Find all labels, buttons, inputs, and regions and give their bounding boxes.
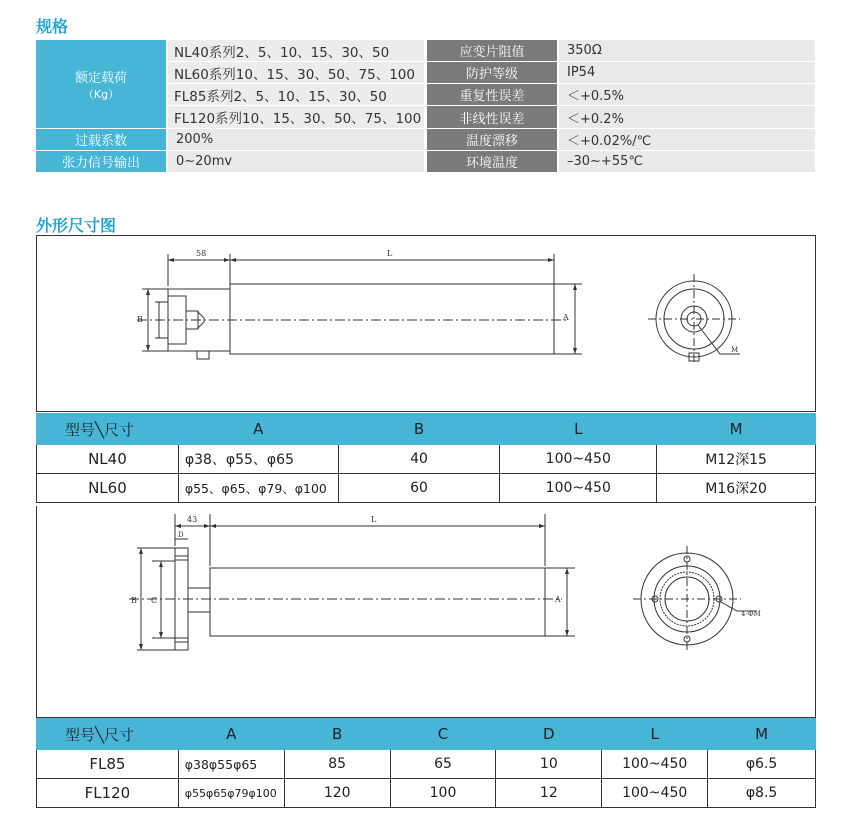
- load-row-fl120: FL120系列10、15、30、50、75、100: [168, 106, 424, 128]
- output-value: 0~20mv: [168, 151, 424, 172]
- model-cell: FL120: [37, 779, 179, 808]
- load-row-nl60: NL60系列10、15、30、50、75、100: [168, 62, 424, 83]
- m-cell: φ6.5: [708, 750, 816, 779]
- header-m: M: [708, 719, 816, 750]
- b-cell: 120: [284, 779, 390, 808]
- d-cell: 10: [496, 750, 602, 779]
- header-c: C: [390, 719, 496, 750]
- drawing-frame-nl: [36, 235, 816, 412]
- repeatability-label: 重复性误差: [427, 84, 557, 105]
- fl-drawing: [37, 506, 815, 716]
- header-b: B: [284, 719, 390, 750]
- a-cell: φ38、φ55、φ65: [178, 445, 338, 474]
- header-l: L: [500, 414, 657, 445]
- header-a: A: [178, 719, 284, 750]
- dims-heading: 外形尺寸图: [36, 216, 117, 235]
- table-row: [37, 474, 816, 503]
- temp-drift-label: 温度漂移: [427, 129, 557, 150]
- nl-dimension-table: [36, 413, 816, 503]
- c-cell: 65: [390, 750, 496, 779]
- dim-m-label: M: [731, 346, 739, 354]
- model-cell: NL40: [37, 445, 179, 474]
- ambient-temp-value: –30~+55℃: [559, 151, 815, 172]
- m-cell: M12深15: [657, 445, 816, 474]
- dim-l-label: L: [387, 249, 393, 258]
- dim-a-label: A: [563, 313, 569, 322]
- repeatability-value: ＜+0.5%: [559, 84, 815, 105]
- dim-l-label: L: [371, 515, 377, 524]
- table-row: [37, 750, 816, 779]
- dim-c-label: C: [151, 596, 158, 605]
- nl-drawing: [37, 236, 815, 411]
- protection-value: IP54: [559, 62, 815, 83]
- d-cell: 12: [496, 779, 602, 808]
- a-cell: φ55φ65φ79φ100: [178, 779, 284, 808]
- c-cell: 100: [390, 779, 496, 808]
- rated-load-label: 额定载荷: [74, 70, 127, 86]
- protection-label: 防护等级: [427, 62, 557, 83]
- dim-58-label: 58: [196, 249, 207, 258]
- b-cell: 85: [284, 750, 390, 779]
- model-cell: FL85: [37, 750, 179, 779]
- header-d: D: [496, 719, 602, 750]
- dim-d-label: D: [178, 531, 184, 539]
- fl-dimension-table: [36, 718, 816, 808]
- l-cell: 100~450: [602, 750, 708, 779]
- table-header-row: [37, 414, 816, 445]
- header-m: M: [657, 414, 816, 445]
- dim-b-label: B: [137, 315, 143, 324]
- nonlinearity-label: 非线性误差: [427, 106, 557, 128]
- rated-load-unit: （Kg）: [82, 87, 120, 101]
- table-row: [37, 445, 816, 474]
- spec-heading: 规格: [36, 17, 69, 36]
- overload-value: 200%: [168, 129, 424, 150]
- header-model-size: 型号╲尺寸: [37, 414, 179, 445]
- a-cell: φ38φ55φ65: [178, 750, 284, 779]
- dim-43-label: 43: [187, 515, 198, 524]
- load-row-fl85: FL85系列2、5、10、15、30、50: [168, 84, 424, 105]
- resistance-value: 350Ω: [559, 40, 815, 61]
- l-cell: 100~450: [602, 779, 708, 808]
- resistance-label: 应变片阻值: [427, 40, 557, 61]
- b-cell: 60: [338, 474, 500, 503]
- nonlinearity-value: ＜+0.2%: [559, 106, 815, 128]
- header-b: B: [338, 414, 500, 445]
- table-header-row: [37, 719, 816, 750]
- overload-label: 过载系数: [36, 129, 166, 150]
- a-cell: φ55、φ65、φ79、φ100: [178, 474, 338, 503]
- ambient-temp-label: 环境温度: [427, 151, 557, 172]
- rated-load-label-cell: [36, 40, 166, 128]
- table-row: [37, 779, 816, 808]
- l-cell: 100~450: [500, 445, 657, 474]
- drawing-frame-fl: [36, 506, 816, 718]
- dim-a-label: A: [555, 595, 561, 604]
- b-cell: 40: [338, 445, 500, 474]
- temp-drift-value: ＜+0.02%/℃: [559, 129, 815, 150]
- output-label: 张力信号输出: [36, 151, 166, 172]
- header-a: A: [178, 414, 338, 445]
- header-model-size: 型号╲尺寸: [37, 719, 179, 750]
- m-cell: φ8.5: [708, 779, 816, 808]
- model-cell: NL60: [37, 474, 179, 503]
- dim-m-label: 4-ΦM: [741, 610, 761, 618]
- load-row-nl40: NL40系列2、5、10、15、30、50: [168, 40, 424, 61]
- m-cell: M16深20: [657, 474, 816, 503]
- l-cell: 100~450: [500, 474, 657, 503]
- dim-b-label: B: [131, 596, 137, 605]
- header-l: L: [602, 719, 708, 750]
